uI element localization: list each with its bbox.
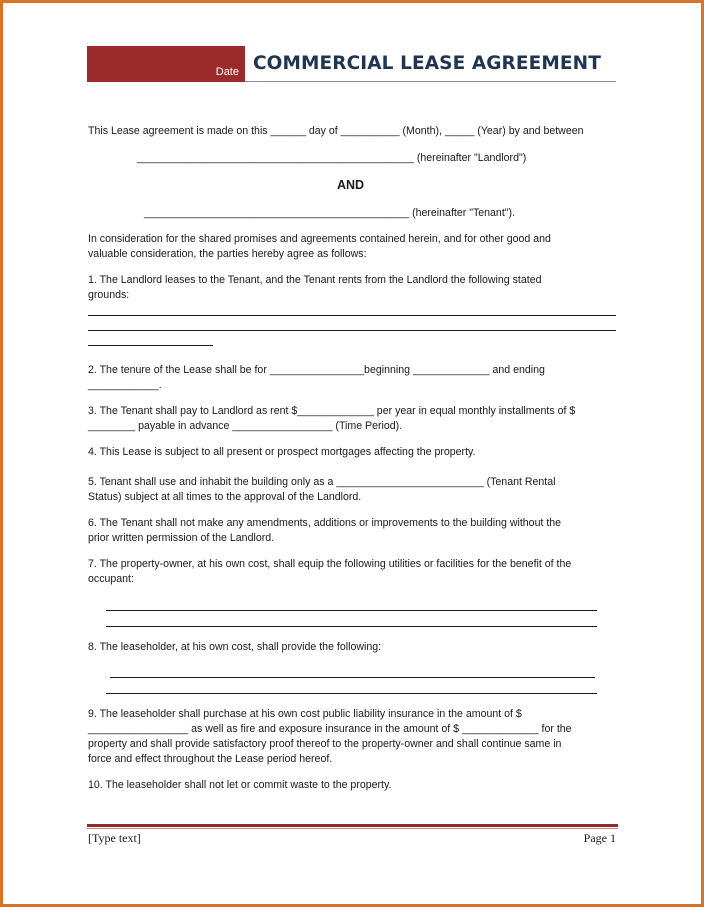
clause-6-line-2: prior written permission of the Landlord. (88, 532, 275, 544)
utilities-blank-line-1[interactable] (106, 610, 597, 611)
grounds-blank-line-1[interactable] (88, 315, 616, 316)
clause-1-line-2: grounds: (88, 289, 130, 301)
consideration-line-1: In consideration for the shared promises and agreements contained herein, and for other good and (88, 233, 551, 245)
clause-6-line-1: 6. The Tenant shall not make any amendments, additions or improvements to the building without the (88, 517, 562, 529)
consideration-line-2: valuable consideration, the parties hereby agree as follows: (88, 248, 367, 260)
provisions-blank-line-2[interactable] (106, 693, 597, 694)
utilities-blank-line-2[interactable] (106, 626, 597, 627)
clause-9-line-3: property and shall provide satisfactory proof thereof to the property-owner and shall continue same in (88, 738, 562, 750)
clause-5-line-1: 5. Tenant shall use and inhabit the building only as a _________________________ (Tenant Rental (88, 476, 556, 488)
grounds-blank-line-2[interactable] (88, 330, 616, 331)
clause-5-line-2: Status) subject at all times to the approval of the Landlord. (88, 491, 362, 503)
clause-9-line-2: _________________ as well as fire and exposure insurance in the amount of $ _____________ for the (88, 723, 572, 735)
footer-left-text[interactable]: [Type text] (88, 831, 141, 845)
document-title: COMMERCIAL LEASE AGREEMENT (253, 53, 601, 74)
provisions-blank-line-1[interactable] (110, 677, 595, 678)
clause-4: 4. This Lease is subject to all present or prospect mortgages affecting the property. (88, 446, 476, 458)
clause-7-line-1: 7. The property-owner, at his own cost, shall equip the following utilities or facilities for the benefit of the (88, 558, 572, 570)
footer-rule-light (87, 828, 618, 829)
date-box[interactable] (87, 46, 245, 82)
intro-text: This Lease agreement is made on this ______ day of __________ (Month), _____ (Year) by and between (88, 125, 584, 137)
grounds-blank-line-3[interactable] (88, 345, 213, 346)
landlord-line: _______________________________________________ (hereinafter "Landlord") (137, 152, 527, 164)
title-underline (245, 81, 616, 82)
page-number: Page 1 (583, 831, 616, 845)
and-separator: AND (337, 178, 365, 192)
clause-1-line-1: 1. The Landlord leases to the Tenant, and the Tenant rents from the Landlord the following stated (88, 274, 542, 286)
footer-rule-dark (87, 824, 618, 827)
clause-7-line-2: occupant: (88, 573, 134, 585)
clause-8: 8. The leaseholder, at his own cost, shall provide the following: (88, 641, 382, 653)
clause-3-line-1: 3. The Tenant shall pay to Landlord as rent $_____________ per year in equal monthly installments of $ (88, 405, 576, 417)
clause-9-line-1: 9. The leaseholder shall purchase at his own cost public liability insurance in the amount of $ (88, 708, 522, 720)
tenant-line: _____________________________________________ (hereinafter "Tenant"). (144, 207, 515, 219)
date-label: Date (215, 66, 239, 78)
clause-2-line-1: 2. The tenure of the Lease shall be for ________________beginning _____________ and ending (88, 364, 545, 376)
clause-10: 10. The leaseholder shall not let or commit waste to the property. (88, 779, 392, 791)
clause-3-line-2: ________ payable in advance _________________ (Time Period). (88, 420, 403, 432)
clause-2-line-2: ____________. (88, 379, 162, 391)
clause-9-line-4: force and effect throughout the Lease period hereof. (88, 753, 333, 765)
